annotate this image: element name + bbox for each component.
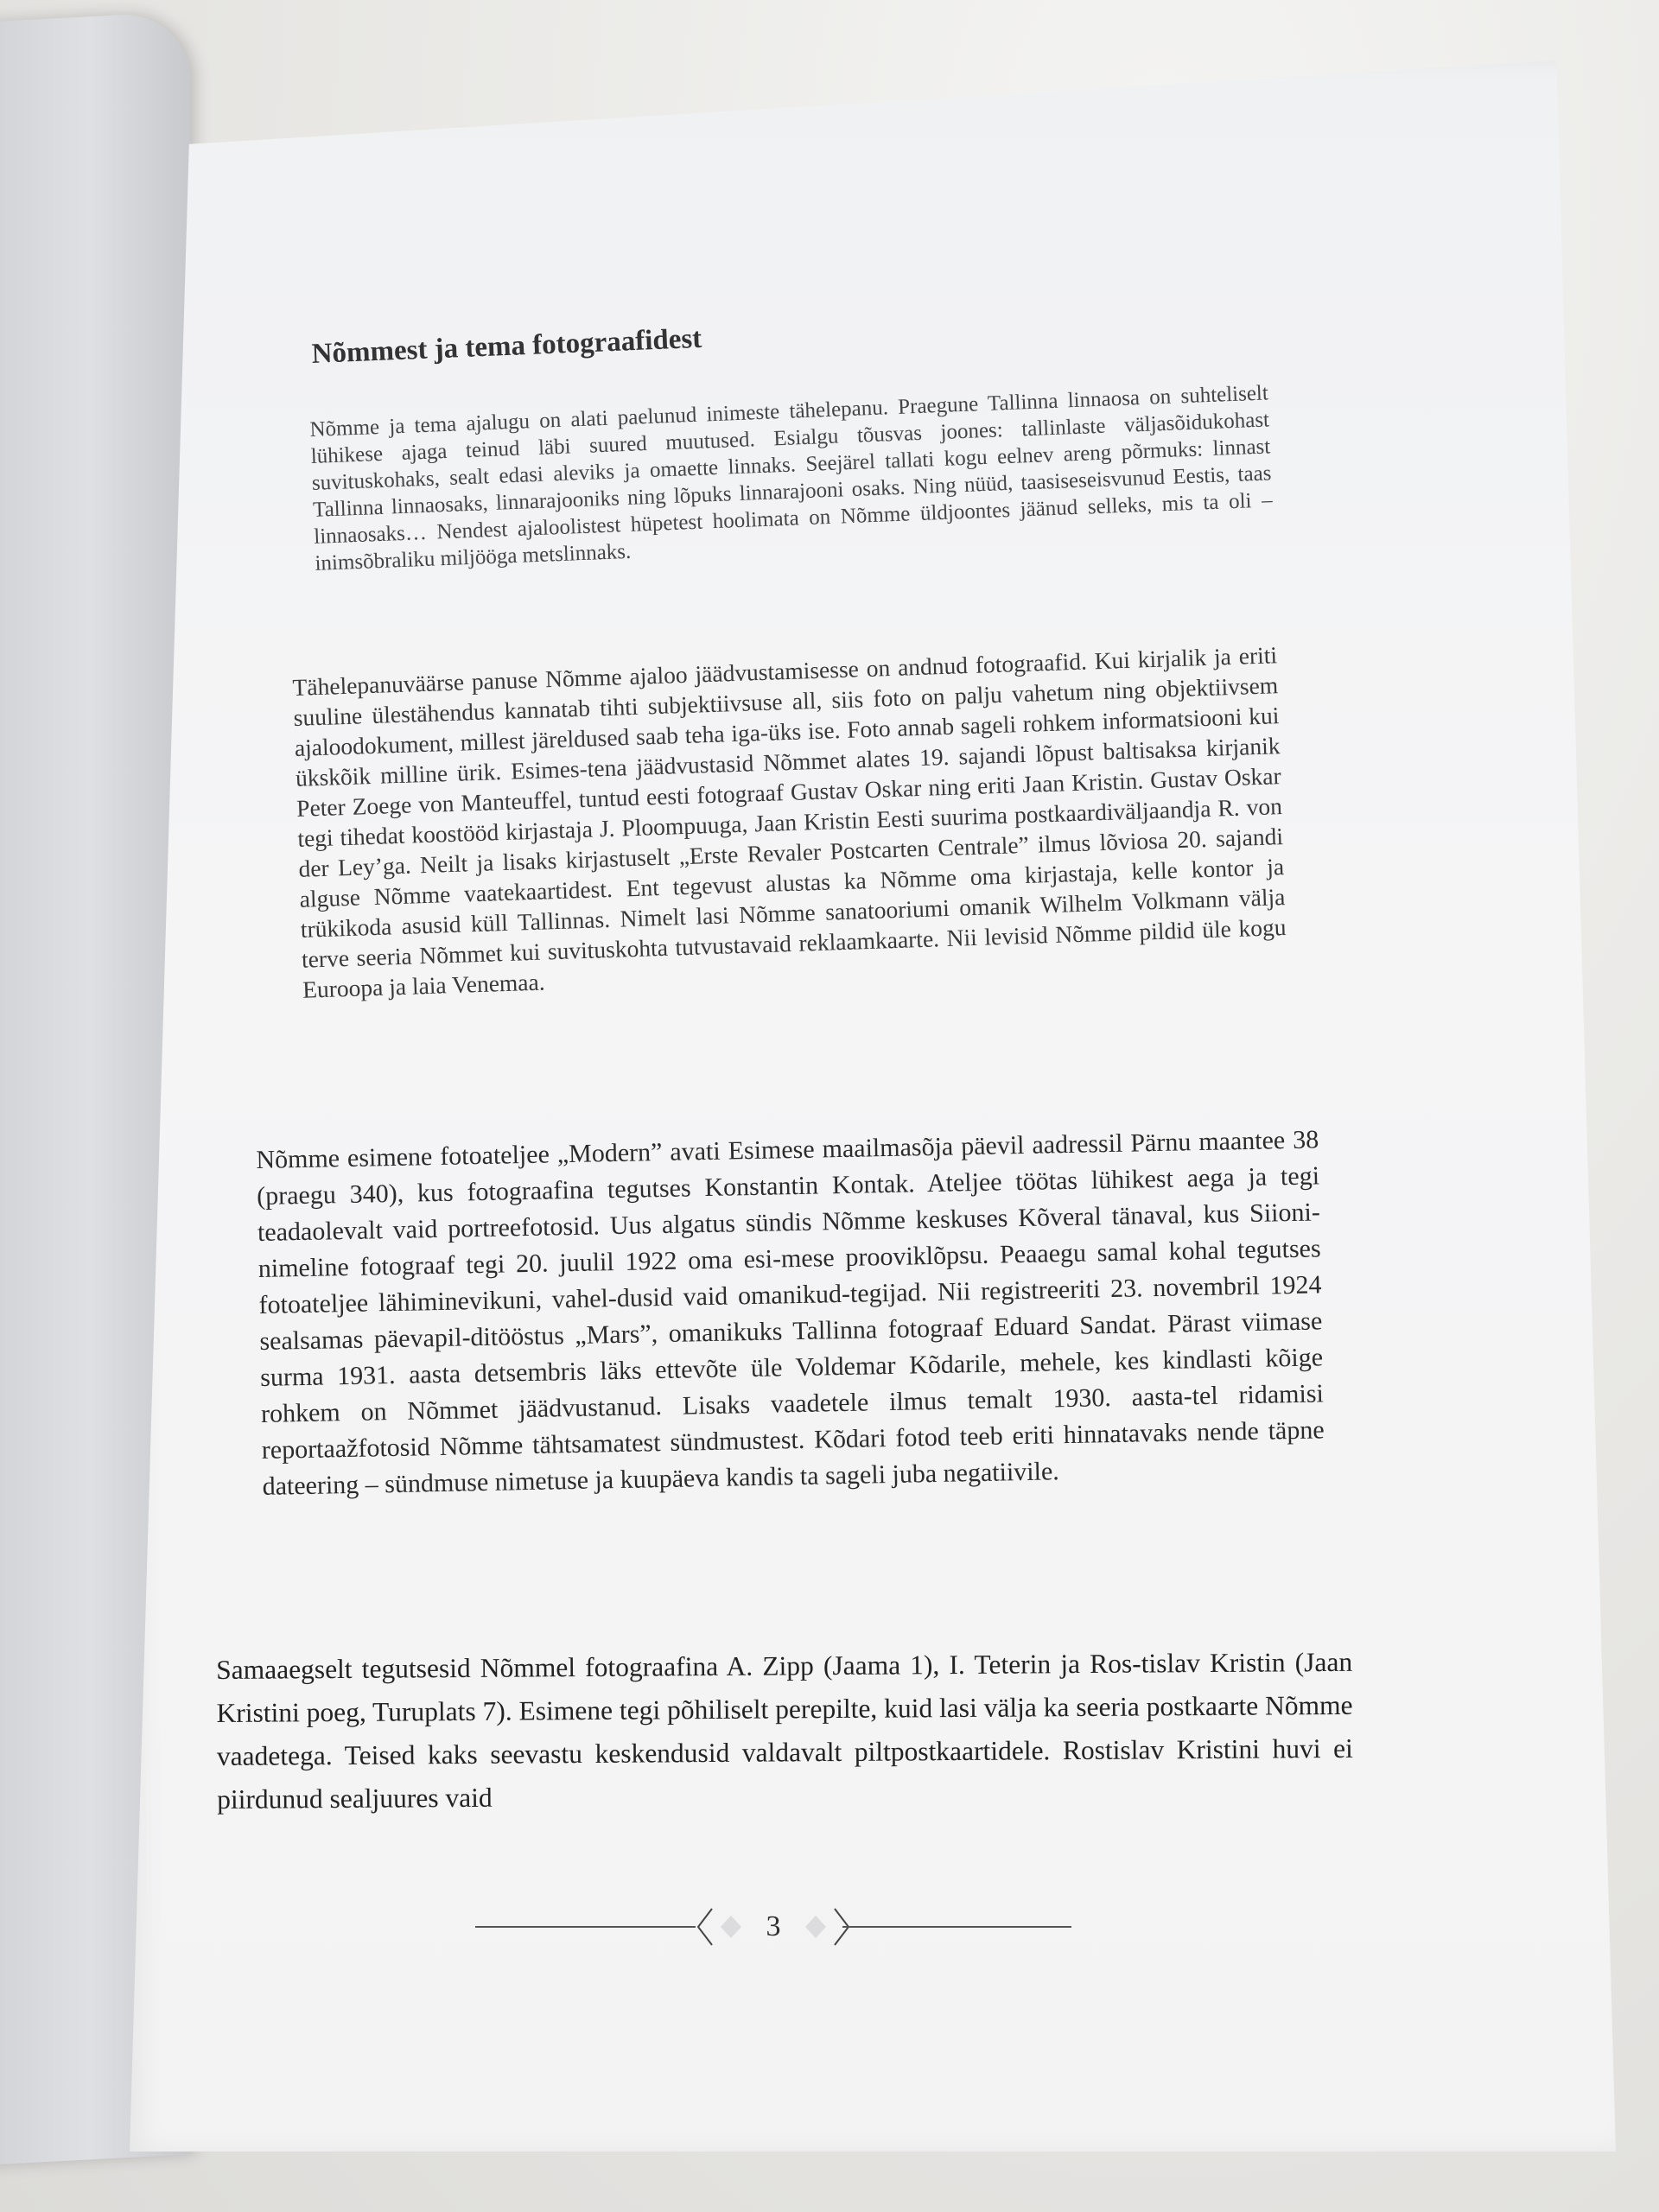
footer-rule-left [475, 1926, 696, 1928]
footer-rule-right [842, 1926, 1071, 1928]
page-heading: Nõmmest ja tema fotograafidest [311, 322, 702, 370]
ornament-left-icon [693, 1905, 745, 1948]
paragraph-4: Samaaegselt tegutsesid Nõmmel fotograafina A. Zipp (Jaama 1), I. Teterin ja Ros-tislav Kristin (Jaan Kristini poeg, Turuplats 7). Esimene tegi põhiliselt perepilte, kuid lasi välja ka seeria postkaarte Nõmme vaadetega. Teised kaks seevastu keskendusid valdavalt piltpostkaartidele. Rostislav Kristini huvi ei piirdunud sealjuures vaid [216, 1646, 1353, 1815]
paragraph-3: Nõmme esimene fotoateljee „Modern” avati Esimese maailmasõja päevil aadressil Pärnu maantee 38 (praegu 340), kus fotograafina tegutses Konstantin Kontak. Ateljee töötas lühikest aega ja tegi teadaolevalt vaid portreefotosid. Uus algatus sündis Nõmme keskuses Kõveral tänaval, kus Siioni-nimeline fotograaf tegi 20. juulil 1922 oma esi-mese prooviklõpsu. Peaaegu samal kohal tegutses fotoateljee lähiminevikuni, vahel-dusid vaid omanikud-tegijad. Nii registreeriti 23. novembril 1924 sealsamas päevapil-ditööstus „Mars”, omanikuks Tallinna fotograaf Eduard Sandat. Pärast viimase surma 1931. aasta detsembris läks ettevõte üle Voldemar Kõdarile, mehele, kes kindlasti kõige rohkem on Nõmmet jäädvustanud. Lisaks vaadetele ilmus temalt 1930. aasta-tel ridamisi reportaažfotosid Nõmme tähtsamatest sündmustest. Kõdari fotod teeb eriti hinnatavaks nende täpne dateering – sündmuse nimetuse ja kuupäeva kandis ta sageli juba negatiivile. [256, 1125, 1325, 1501]
page-number: 3 [766, 1910, 781, 1942]
page-footer [475, 1905, 1071, 1948]
paragraph-1: Nõmme ja tema ajalugu on alati paelunud inimeste tähelepanu. Praegune Tallinna linnaosa on suhteliselt lühikese ajaga teinud läbi suured muutused. Esialgu tõusvas joones: tallinlaste väljasõidukohast suvituskohaks, sealt edasi aleviks ja omaette linnaks. Seejärel tallati kogu eelnev areng põrmuks: linnast Tallinna linnaosaks, linnarajooniks ning lõpuks linnarajooni osaks. Ning nüüd, taasiseseisvunud Eestis, taas linnaosaks… Nendest ajaloolistest hüpetest hoolimata on Nõmme üldjoontes jäänud selleks, mis ta oli – inimsõbraliku miljööga metslinnaks. [309, 381, 1274, 575]
paragraph-2: Tähelepanuväärse panuse Nõmme ajaloo jäädvustamisesse on andnud fotograafid. Kui kirjalik ja eriti suuline ülestähendus kannatab tihti subjektiivsuse all, siis foto on palju vahetum ning objektiivsem ajaloodokument, millest järeldused saab teha iga-üks ise. Foto annab sageli rohkem informatsiooni kui ükskõik milline ürik. Esimes-tena jäädvustasid Nõmmet alates 19. sajandi lõpust baltisaksa kirjanik Peter Zoege von Manteuffel, tuntud eesti fotograaf Gustav Oskar ning eriti Jaan Kristin. Gustav Oskar tegi tihedat koostööd kirjastaja J. Ploompuuga, Jaan Kristin Eesti suurima postkaardiväljaandja R. von der Ley’ga. Neilt ja lisaks kirjastuselt „Erste Revaler Postcarten Centrale” ilmus lõviosa 20. sajandi alguse Nõmme vaatekaartidest. Ent tegevust alustas ka Nõmme oma kirjastaja, kelle kontor ja trükikoda asusid küll Tallinnas. Nimelt lasi Nõmme sanatooriumi omanik Wilhelm Volkmann välja terve seeria Nõmmet kui suvituskohta tutvustavaid reklaamkaarte. Nii levisid Nõmme pildid üle kogu Euroopa ja laia Venemaa. [292, 641, 1287, 1003]
